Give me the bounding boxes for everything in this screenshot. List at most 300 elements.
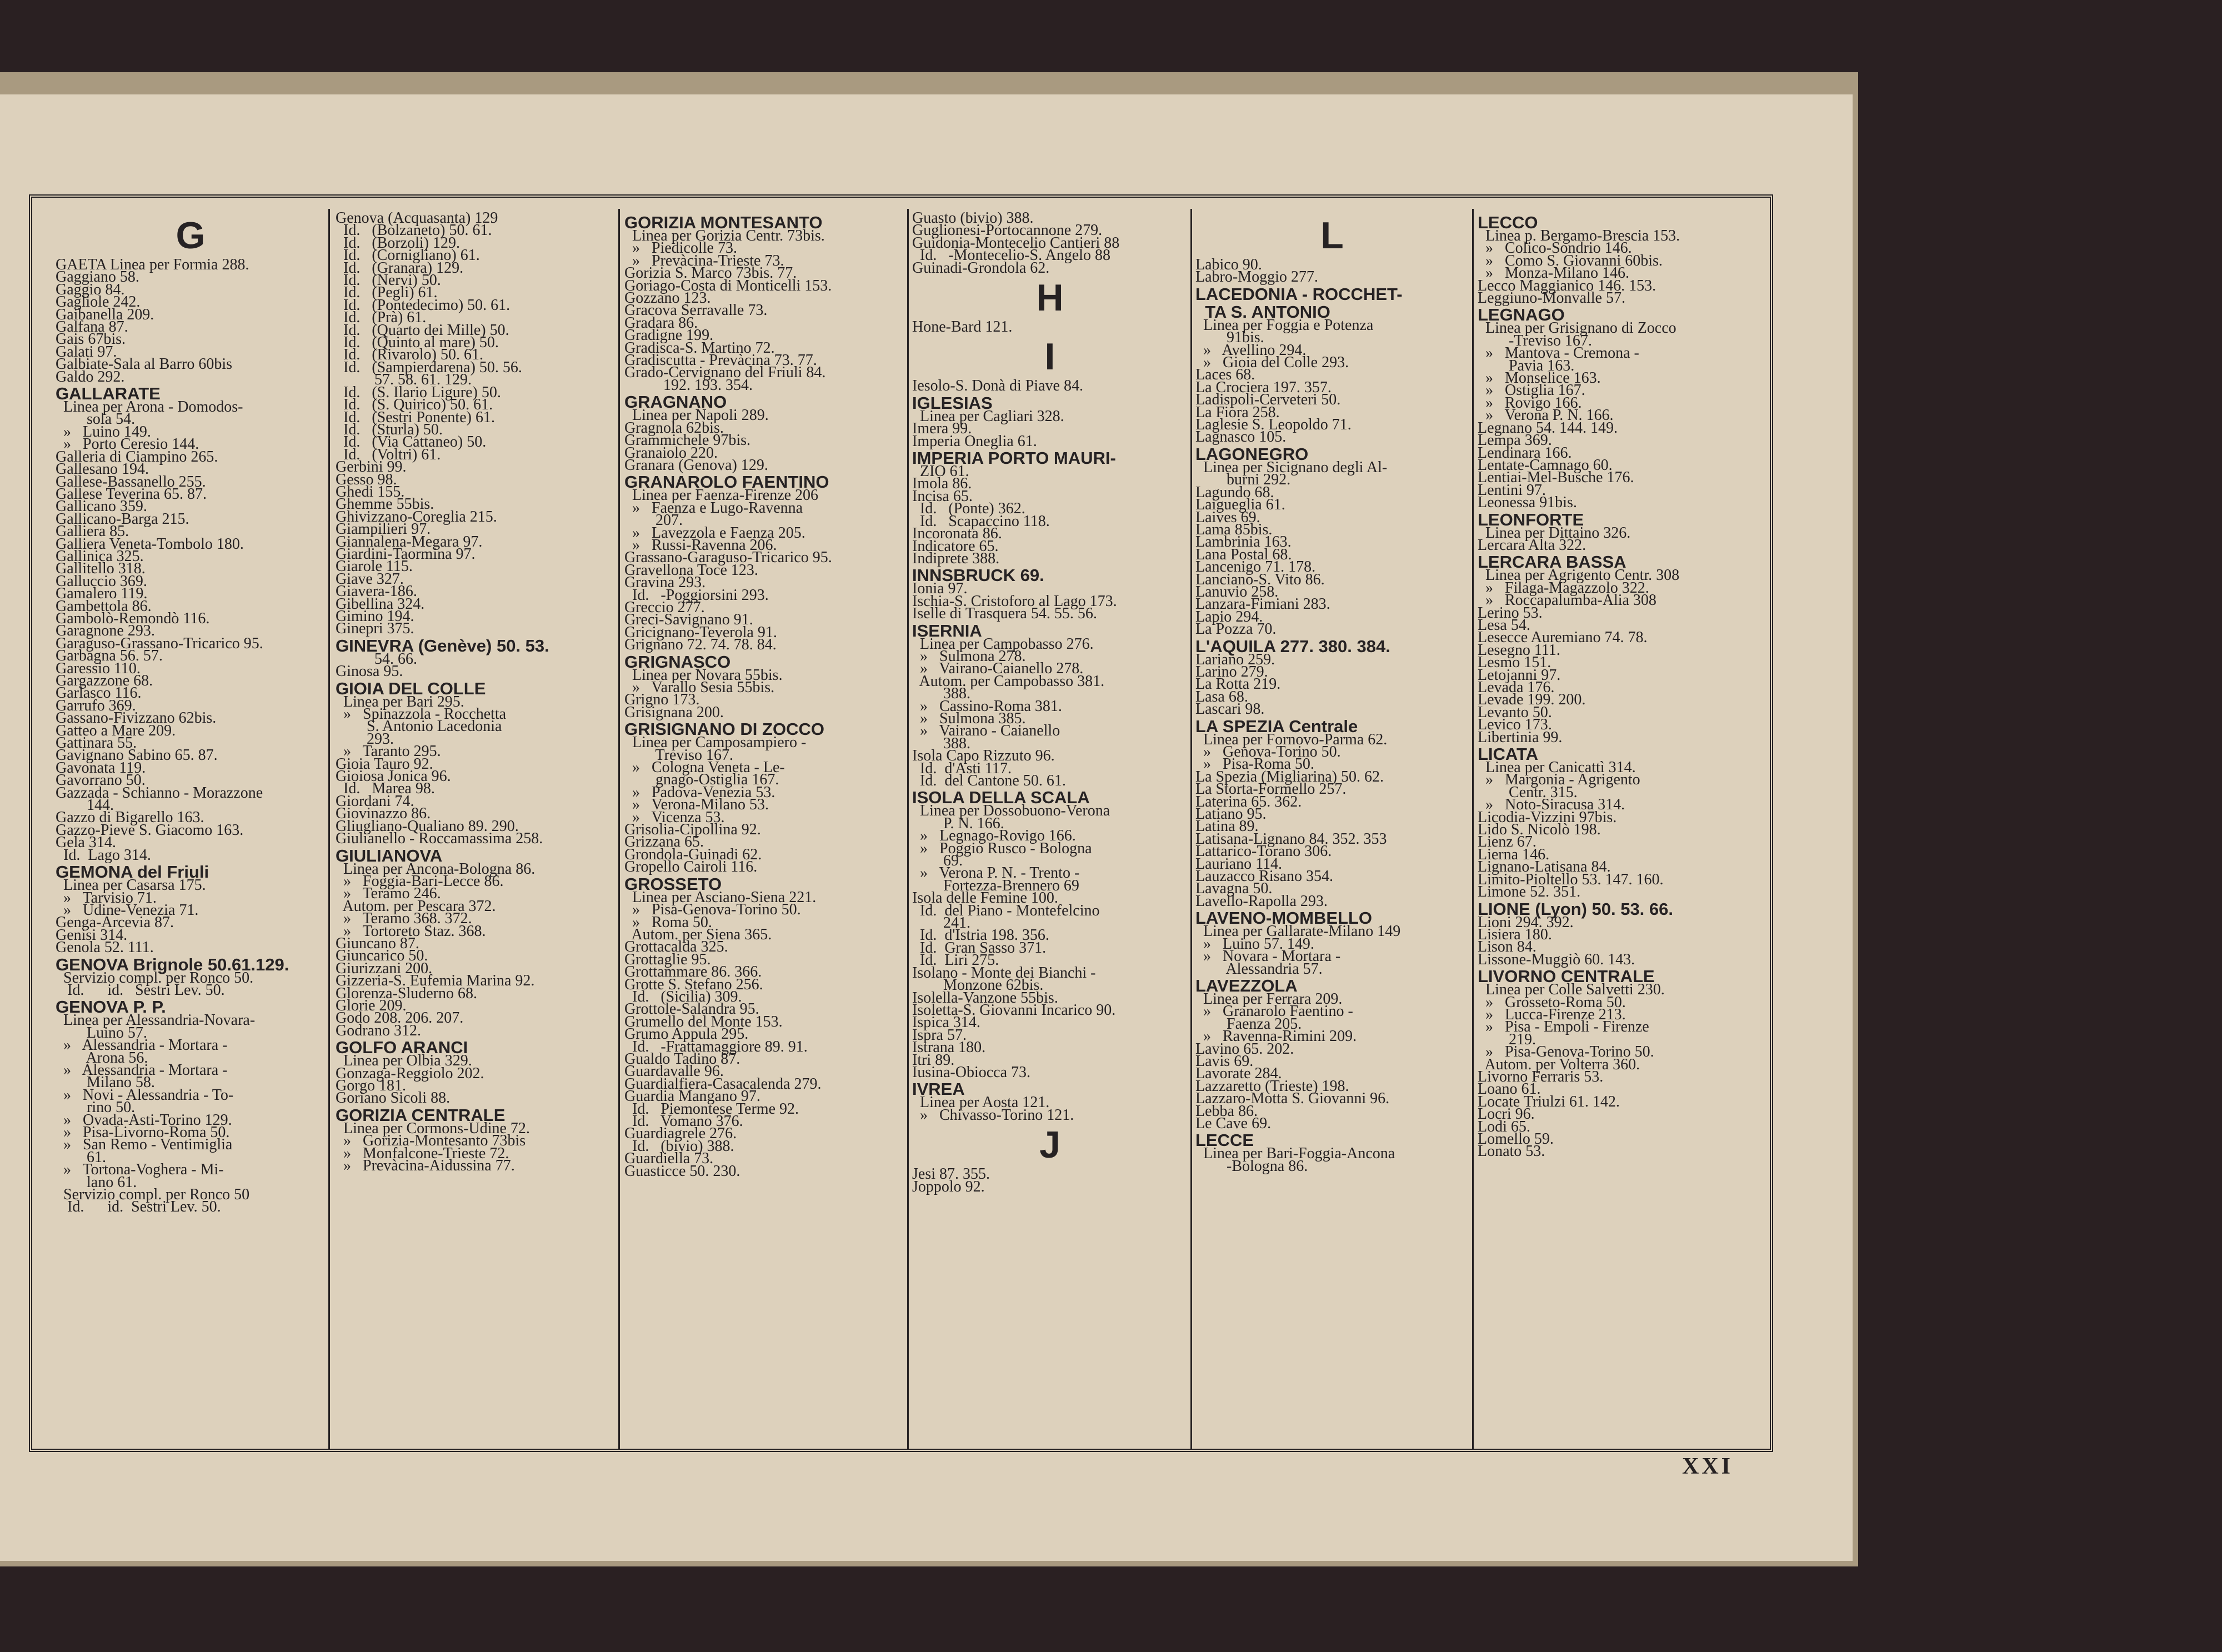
- index-entry: Giuncano 87.: [336, 934, 419, 952]
- station-heading: LAGONEGRO: [1195, 444, 1309, 464]
- index-entry: Guidonia-Montecelio Cantieri 88: [912, 234, 1120, 252]
- index-entry: Goriano Sicoli 88.: [336, 1089, 451, 1107]
- index-entry: Id. d'Asti 117.: [912, 759, 1012, 777]
- index-entry: Genova (Acquasanta) 129: [336, 212, 498, 227]
- index-entry: Lazzaretto (Trieste) 198.: [1195, 1077, 1349, 1095]
- index-entry: Gallese Teverina 65. 87.: [56, 485, 207, 503]
- index-entry: 91bis.: [1195, 329, 1264, 347]
- index-entry: Linea per Bari 295.: [336, 693, 464, 710]
- index-entry: Livorno Ferraris 53.: [1478, 1068, 1604, 1085]
- index-entry: Id. (Ponte) 362.: [912, 500, 1025, 518]
- index-entry: » Grosseto-Roma 50.: [1478, 993, 1626, 1011]
- index-entry: Goriago-Costa di Monticelli 153.: [624, 277, 832, 294]
- index-entry: Id. (Cornigliano) 61.: [336, 247, 480, 264]
- index-entry: » Taranto 295.: [336, 743, 441, 760]
- index-entry: Genisi 314.: [56, 926, 128, 944]
- index-entry: 207.: [624, 512, 683, 529]
- index-entry: » Margonia - Agrigento: [1478, 771, 1640, 789]
- index-entry: Isola delle Femine 100.: [912, 889, 1058, 907]
- index-entry: » San Remo - Ventimiglia: [56, 1136, 233, 1154]
- index-entry: La Crociera 197. 357.: [1195, 378, 1332, 396]
- index-entry: Gerbini 99.: [336, 458, 407, 476]
- index-entry: Guinadi-Grondola 62.: [912, 259, 1050, 277]
- index-entry: Id. (Sestri Ponente) 61.: [336, 408, 495, 426]
- index-entry: Gallinica 325.: [56, 547, 144, 565]
- index-entry: Garrufo 369.: [56, 697, 136, 714]
- index-entry: » Vicenza 53.: [624, 808, 725, 826]
- index-entry: Id. -Montecelio-S. Angelo 88: [912, 247, 1110, 264]
- index-entry: Lanciano-S. Vito 86.: [1195, 570, 1325, 588]
- index-entry: 241.: [912, 914, 970, 932]
- index-entry: Linea per Grisignano di Zocco: [1478, 319, 1676, 337]
- index-entry: » Udine-Venezia 71.: [56, 901, 199, 919]
- station-heading: GRANAROLO FAENTINO: [624, 472, 829, 492]
- index-entry: Giarole 115.: [336, 558, 413, 575]
- index-entry: Lesegno 111.: [1478, 641, 1560, 659]
- index-entry: » Pisa - Empoli - Firenze: [1478, 1018, 1649, 1036]
- index-entry: » Monfalcone-Trieste 72.: [336, 1144, 509, 1162]
- index-entry: Imera 99.: [912, 420, 972, 438]
- index-entry: Gracova Serravalle 73.: [624, 302, 768, 319]
- index-entry: Joppolo 92.: [912, 1178, 985, 1195]
- index-entry: lano 61.: [56, 1173, 137, 1191]
- index-entry: Guardialfiera-Casacalenda 279.: [624, 1075, 822, 1093]
- index-entry: Grizzana 65.: [624, 833, 704, 851]
- index-entry: La Rotta 219.: [1195, 675, 1281, 693]
- index-entry: Gallese-Bassanello 255.: [56, 473, 206, 490]
- index-entry: Linea per Fornovo-Parma 62.: [1195, 730, 1388, 748]
- index-entry: rino 50.: [56, 1099, 136, 1117]
- index-entry: Id. (Pegli) 61.: [336, 284, 438, 302]
- index-entry: Gagliole 242.: [56, 293, 141, 311]
- index-entry: Iesolo-S. Donà di Piave 84.: [912, 377, 1083, 395]
- index-entry: » Alessandria - Mortara -: [56, 1061, 228, 1079]
- index-entry: Id. Marea 98.: [336, 780, 435, 798]
- station-heading: GALLARATE: [56, 384, 161, 404]
- index-entry: Id. (Bolzaneto) 50. 61.: [336, 222, 492, 239]
- index-entry: Linea per Novara 55bis.: [624, 666, 783, 684]
- index-entry: Giulianello - Roccamassima 258.: [336, 830, 543, 848]
- index-entry: Id. -Poggiorsini 293.: [624, 586, 769, 604]
- section-letter: I: [1044, 336, 1055, 378]
- index-entry: Ispica 314.: [912, 1014, 980, 1032]
- index-entry: Servizio compl. per Ronco 50.: [56, 969, 254, 987]
- index-entry: Giuncarico 50.: [336, 947, 428, 965]
- index-entry: » Avellino 294.: [1195, 341, 1307, 359]
- index-entry: Guardia Mangano 97.: [624, 1088, 760, 1105]
- index-entry: Id. Lago 314.: [56, 846, 151, 864]
- index-entry: Indiprete 388.: [912, 549, 1000, 567]
- index-entry: Gazzo di Bigarello 163.: [56, 809, 204, 827]
- index-entry: Granara (Genova) 129.: [624, 456, 768, 474]
- index-entry: Genola 52. 111.: [56, 939, 154, 957]
- index-entry: Levanto 50.: [1478, 703, 1552, 721]
- index-entry: Loano 61.: [1478, 1080, 1541, 1098]
- index-entry: Id. Piemontese Terme 92.: [624, 1100, 799, 1118]
- index-entry: Gattinara 55.: [56, 734, 137, 752]
- index-entry: Glorie 209.: [336, 997, 407, 1014]
- index-entry: Ghedi 155.: [336, 483, 405, 500]
- index-entry: Luino 57.: [56, 1024, 147, 1042]
- index-entry: Gravina 293.: [624, 574, 706, 592]
- column-rule: [907, 209, 909, 1449]
- section-letter: J: [1039, 1124, 1060, 1167]
- index-entry: Autom. per Campobasso 381.: [912, 672, 1105, 690]
- index-entry: -Treviso 167.: [1478, 332, 1592, 349]
- index-entry: Galdo 292.: [56, 368, 125, 386]
- index-entry: Linea per Olbia 329.: [336, 1052, 472, 1070]
- index-entry: Gallicano-Barga 215.: [56, 510, 189, 528]
- index-entry: Galluccio 369.: [56, 572, 147, 590]
- index-entry: Galliera 85.: [56, 523, 129, 540]
- station-heading: IGLESIAS: [912, 393, 993, 413]
- index-entry: Greccio 277.: [624, 598, 705, 616]
- index-entry: » Noto-Siracusa 314.: [1478, 796, 1625, 814]
- index-entry: Lauzacco Risano 354.: [1195, 868, 1334, 885]
- index-entry: Garagnone 293.: [56, 622, 155, 640]
- index-entry: Giurizzani 200.: [336, 959, 433, 977]
- index-entry: Alessandria 57.: [1195, 960, 1323, 978]
- index-entry: Linea per Napoli 289.: [624, 407, 769, 424]
- index-entry: Legnano 54. 144. 149.: [1478, 419, 1618, 437]
- index-entry: Gamalero 119.: [56, 585, 148, 603]
- index-entry: Gallesano 194.: [56, 460, 149, 478]
- index-entry: Id. del Piano - Montefelcino: [912, 902, 1100, 919]
- index-entry: Gassano-Fivizzano 62bis.: [56, 709, 217, 727]
- index-entry: » Ovada-Asti-Torino 129.: [56, 1111, 232, 1129]
- index-entry: Grondola-Guinadi 62.: [624, 845, 762, 863]
- index-entry: Gatteo a Mare 209.: [56, 722, 176, 739]
- index-entry: Id. (Via Cattaneo) 50.: [336, 433, 487, 451]
- station-heading: LA SPEZIA Centrale: [1195, 716, 1358, 736]
- index-entry: Isoletta-S. Giovanni Incarico 90.: [912, 1001, 1116, 1019]
- index-entry: Lazzaro-Motta S. Giovanni 96.: [1195, 1090, 1390, 1108]
- index-entry: Lagundo 68.: [1195, 483, 1274, 501]
- station-heading: TA S. ANTONIO: [1195, 302, 1330, 322]
- station-heading: GINEVRA (Genève) 50. 53.: [336, 635, 549, 655]
- index-entry: » Varallo Sesia 55bis.: [624, 679, 775, 696]
- index-entry: Galliera Veneta-Tombolo 180.: [56, 535, 244, 553]
- index-entry: Id. (Quarto dei Mille) 50.: [336, 321, 509, 339]
- index-entry: » Pisa-Livorno-Roma 50.: [56, 1124, 230, 1141]
- station-heading: GENOVA P. P.: [56, 997, 166, 1017]
- station-heading: LIVORNO CENTRALE: [1478, 967, 1655, 987]
- index-entry: Istrana 180.: [912, 1039, 986, 1057]
- index-entry: Linea per Canicattì 314.: [1478, 759, 1636, 777]
- index-column-4: [912, 212, 1188, 1446]
- index-entry: Guasto (bivio) 388.: [912, 212, 1034, 227]
- index-entry: Gradisca-S. Martino 72.: [624, 339, 775, 357]
- index-entry: » Vairano - Caianello: [912, 722, 1060, 740]
- index-entry: GAETA Linea per Formia 288.: [56, 256, 249, 273]
- index-entry: » Cassino-Roma 381.: [912, 697, 1062, 715]
- index-entry: Godo 208. 206. 207.: [336, 1009, 464, 1027]
- index-entry: Letojanni 97.: [1478, 666, 1561, 684]
- index-entry: La Fiora 258.: [1195, 403, 1280, 421]
- station-heading: ISERNIA: [912, 620, 982, 640]
- index-entry: Gualdo Tadino 87.: [624, 1050, 740, 1068]
- index-entry: » Chivasso-Torino 121.: [912, 1106, 1074, 1124]
- index-entry: Grignano 72. 74. 78. 84.: [624, 636, 777, 654]
- index-entry: Ghivizzano-Coreglia 215.: [336, 508, 497, 525]
- index-entry: Gragnola 62bis.: [624, 419, 724, 437]
- index-entry: » Foggia-Bari-Lecce 86.: [336, 872, 504, 890]
- station-heading: GOLFO ARANCI: [336, 1038, 468, 1058]
- index-entry: Limito-Pioltello 53. 147. 160.: [1478, 870, 1664, 888]
- index-entry: Laglesie S. Leopoldo 71.: [1195, 416, 1352, 434]
- index-entry: Garaguso-Grassano-Tricarico 95.: [56, 634, 263, 652]
- index-entry: Gavignano Sabino 65. 87.: [56, 747, 218, 764]
- index-entry: Gavonata 119.: [56, 759, 146, 777]
- index-entry: » Mantova - Cremona -: [1478, 344, 1639, 362]
- index-entry: Lentiai-Mel-Busche 176.: [1478, 469, 1634, 487]
- index-entry: Giovinazzo 86.: [336, 805, 431, 823]
- index-entry: Linea per Alessandria-Novara-: [56, 1012, 256, 1029]
- index-entry: Laterina 65. 362.: [1195, 793, 1302, 810]
- index-entry: Lanuvio 258.: [1195, 583, 1279, 600]
- index-entry: Gais 67bis.: [56, 331, 126, 348]
- index-entry: Lavis 69.: [1195, 1052, 1254, 1070]
- index-entry: Gradigne 199.: [624, 327, 714, 344]
- index-entry: Isolano - Monte dei Bianchi -: [912, 964, 1096, 982]
- index-entry: Grammichele 97bis.: [624, 432, 751, 449]
- index-entry: Id. Vomano 376.: [624, 1113, 743, 1130]
- index-entry: Gioiosa Jonica 96.: [336, 768, 451, 785]
- index-entry: Lesmo 151.: [1478, 654, 1552, 672]
- index-entry: Id. id. Sestri Lev. 50.: [56, 1198, 221, 1216]
- index-entry: Genga-Arcevia 87.: [56, 914, 174, 932]
- index-entry: Linea p. Bergamo-Brescia 153.: [1478, 227, 1680, 244]
- index-entry: » Luino 149.: [56, 423, 151, 440]
- index-entry: Milano 58.: [56, 1074, 155, 1092]
- index-entry: Guardavalle 96.: [624, 1063, 724, 1080]
- index-entry: » Monza-Milano 146.: [1478, 264, 1629, 282]
- station-heading: GRIGNASCO: [624, 652, 731, 672]
- station-heading: LECCE: [1195, 1130, 1254, 1150]
- index-entry: » Lavezzola e Faenza 205.: [624, 524, 805, 542]
- index-entry: Libertinia 99.: [1478, 728, 1563, 746]
- column-rule: [618, 209, 620, 1449]
- index-entry: La Storta-Formello 257.: [1195, 780, 1347, 798]
- index-entry: Lignano-Latisana 84.: [1478, 858, 1611, 876]
- index-entry: Grottacalda 325.: [624, 938, 728, 956]
- index-entry: Lisiera 180.: [1478, 925, 1552, 943]
- index-entry: Giavera-186.: [336, 583, 417, 600]
- index-entry: » Piedicolle 73.: [624, 239, 737, 257]
- index-entry: Galfana 87.: [56, 318, 128, 336]
- index-entry: 388.: [912, 734, 970, 752]
- index-entry: Ginepri 375.: [336, 620, 414, 638]
- index-entry: Garlasco 116.: [56, 684, 142, 702]
- index-entry: Linea per Cagliari 328.: [912, 407, 1064, 425]
- index-entry: Lienz 67.: [1478, 833, 1537, 851]
- index-entry: Linea per Gorizia Centr. 73bis.: [624, 227, 825, 244]
- index-entry: Lecco Maggianico 146. 153.: [1478, 277, 1657, 294]
- index-entry: Gizzeria-S. Eufemia Marina 92.: [336, 972, 535, 990]
- index-entry: La Spezia (Migliarina) 50. 62.: [1195, 768, 1384, 785]
- index-entry: Id. id. Sestri Lev. 50.: [56, 981, 225, 999]
- index-entry: Gargazzone 68.: [56, 672, 153, 689]
- index-column-6: [1478, 212, 1766, 1446]
- index-entry: Latina 89.: [1195, 818, 1259, 835]
- index-entry: Gavorrano 50.: [56, 772, 146, 789]
- index-entry: » Ravenna-Rimini 209.: [1195, 1028, 1357, 1045]
- index-entry: Linea per Gallarate-Milano 149: [1195, 923, 1401, 940]
- index-entry: Iselle di Trasquera 54. 55. 56.: [912, 605, 1097, 623]
- index-entry: Linea per Campobasso 276.: [912, 635, 1094, 653]
- index-entry: Id. (S. Ilario Ligure) 50.: [336, 383, 501, 401]
- index-entry: Gaggio 84.: [56, 281, 125, 298]
- index-entry: » Novi - Alessandria - To-: [56, 1086, 234, 1104]
- index-entry: » Lucca-Firenze 213.: [1478, 1005, 1626, 1023]
- index-entry: » Novara - Mortara -: [1195, 948, 1341, 965]
- station-heading: IMPERIA PORTO MAURI-: [912, 448, 1116, 468]
- station-heading: INNSBRUCK 69.: [912, 565, 1044, 585]
- index-entry: Monzone 62bis.: [912, 977, 1044, 994]
- index-entry: » Verona P. N. - Trento -: [912, 864, 1080, 882]
- index-entry: Locate Triulzi 61. 142.: [1478, 1093, 1620, 1110]
- index-entry: Lariano 259.: [1195, 650, 1275, 668]
- index-entry: Grumello del Monte 153.: [624, 1013, 783, 1030]
- index-entry: » Alessandria - Mortara -: [56, 1037, 228, 1054]
- index-entry: Id. (Sampierdarena) 50. 56.: [336, 358, 522, 376]
- station-heading: GORIZIA MONTESANTO: [624, 213, 823, 232]
- index-entry: Giordani 74.: [336, 792, 414, 810]
- index-entry: » Rovigo 166.: [1478, 394, 1582, 412]
- index-entry: Id. (Voltri) 61.: [336, 445, 441, 463]
- index-entry: S. Antonio Lacedonia: [336, 718, 502, 735]
- index-entry: Id. (Prà) 61.: [336, 309, 427, 327]
- station-heading: LERCARA BASSA: [1478, 552, 1627, 572]
- index-entry: » Sulmona 278.: [912, 647, 1026, 665]
- index-entry: Linea per Faenza-Firenze 206: [624, 487, 819, 504]
- section-letter: H: [1036, 277, 1064, 319]
- station-heading: ISOLA DELLA SCALA: [912, 788, 1090, 808]
- index-entry: 54. 66.: [336, 650, 417, 668]
- index-entry: Labro-Moggio 277.: [1195, 268, 1318, 286]
- index-entry: Glorenza-Sluderno 68.: [336, 984, 478, 1002]
- column-rule: [1472, 209, 1474, 1449]
- index-entry: Ischia-S. Cristoforo al Lago 173.: [912, 592, 1117, 610]
- station-heading: LACEDONIA - ROCCHET-: [1195, 284, 1403, 304]
- index-entry: Giampilieri 97.: [336, 520, 431, 538]
- index-entry: Lambrinia 163.: [1195, 533, 1292, 551]
- index-entry: Latiano 95.: [1195, 805, 1267, 823]
- index-entry: » Verona-Milano 53.: [624, 796, 769, 814]
- index-entry: Ladispoli-Cerveteri 50.: [1195, 391, 1341, 409]
- index-entry: Lonato 53.: [1478, 1143, 1545, 1160]
- index-entry: Laigueglia 61.: [1195, 496, 1285, 514]
- index-entry: » Porto Ceresio 144.: [56, 435, 199, 453]
- index-entry: Grottole-Salandra 95.: [624, 1000, 759, 1018]
- index-entry: » Como S. Giovanni 60bis.: [1478, 252, 1663, 269]
- index-entry: Leggiuno-Monvalle 57.: [1478, 289, 1625, 307]
- section-letter: L: [1320, 214, 1344, 257]
- index-entry: » Prevàcina-Trieste 73.: [624, 252, 784, 269]
- station-heading: GRISIGNANO DI ZOCCO: [624, 719, 824, 739]
- index-entry: Gorizia S. Marco 73bis. 77.: [624, 264, 797, 282]
- index-entry: Gazzada - Schianno - Morazzone: [56, 784, 263, 802]
- index-entry: Gaibanella 209.: [56, 306, 154, 323]
- index-entry: » Monselice 163.: [1478, 369, 1601, 387]
- index-entry: P. N. 166.: [912, 814, 1004, 832]
- station-heading: LAVEZZOLA: [1195, 975, 1298, 995]
- index-entry: Faenza 205.: [1195, 1015, 1302, 1033]
- index-entry: Id. (Granara) 129.: [336, 259, 464, 277]
- index-entry: Id. (bivio) 388.: [624, 1137, 734, 1155]
- index-entry: Godrano 312.: [336, 1022, 421, 1039]
- index-entry: Id. (Sicilia) 309.: [624, 988, 742, 1005]
- index-entry: » Tortona-Voghera - Mi-: [56, 1161, 224, 1179]
- index-entry: Pavia 163.: [1478, 357, 1575, 374]
- station-heading: LEONFORTE: [1478, 509, 1584, 529]
- index-entry: Lavino 65. 202.: [1195, 1040, 1294, 1058]
- station-heading: LECCO: [1478, 213, 1538, 232]
- index-entry: Id. (Quinto al mare) 50.: [336, 334, 499, 352]
- index-entry: » Pisa-Genova-Torino 50.: [1478, 1043, 1654, 1061]
- index-entry: Lissone-Muggiò 60. 143.: [1478, 950, 1635, 968]
- index-entry: Arona 56.: [56, 1049, 148, 1067]
- index-entry: Grigno 173.: [624, 691, 700, 709]
- index-column-2: [336, 212, 615, 1446]
- index-entry: » Tortoreto Staz. 368.: [336, 922, 486, 940]
- index-entry: Locri 96.: [1478, 1105, 1535, 1123]
- index-entry: Linea per Aosta 121.: [912, 1094, 1050, 1112]
- index-entry: Gallicano 359.: [56, 498, 147, 515]
- index-entry: Gliugliano-Qualiano 89. 290.: [336, 817, 519, 835]
- station-heading: GENOVA Brignole 50.61.129.: [56, 954, 289, 974]
- index-entry: Imperia Oneglia 61.: [912, 432, 1037, 450]
- index-entry: Giave 327.: [336, 570, 404, 588]
- index-entry: Autom. per Siena 365.: [624, 925, 772, 943]
- index-entry: Lapio 294.: [1195, 608, 1263, 625]
- index-entry: burni 292.: [1195, 471, 1291, 489]
- index-entry: Ionia 97.: [912, 580, 968, 598]
- index-entry: » Gorizia-Montesanto 73bis: [336, 1132, 526, 1150]
- station-heading: GORIZIA CENTRALE: [336, 1105, 506, 1125]
- index-entry: » Ostiglia 167.: [1478, 382, 1585, 399]
- index-entry: Lierna 146.: [1478, 845, 1550, 863]
- index-entry: Linea per Dittaino 326.: [1478, 524, 1631, 542]
- index-entry: Linea per Ancona-Bologna 86.: [336, 860, 536, 878]
- station-heading: GEMONA del Friuli: [56, 862, 209, 882]
- index-entry: Lempa 369.: [1478, 432, 1552, 449]
- index-entry: Laives 69.: [1195, 508, 1260, 526]
- index-entry: Gradiscutta - Prevàcina 73. 77.: [624, 352, 817, 369]
- index-entry: Gambolò-Remondò 116.: [56, 609, 210, 627]
- index-entry: Guasticce 50. 230.: [624, 1162, 740, 1180]
- index-entry: » Teramo 368. 372.: [336, 910, 472, 928]
- index-entry: Levada 176.: [1478, 679, 1555, 696]
- index-entry: 219.: [1478, 1030, 1536, 1048]
- index-entry: Id. Gran Sasso 371.: [912, 939, 1047, 957]
- index-entry: 69.: [912, 852, 963, 870]
- index-entry: Gallitello 318.: [56, 560, 146, 578]
- index-entry: » Roma 50.: [624, 913, 712, 931]
- station-heading: GROSSETO: [624, 874, 722, 894]
- index-column-3: [624, 212, 904, 1446]
- index-entry: Gela 314.: [56, 834, 116, 852]
- index-entry: Lodi 65.: [1478, 1118, 1530, 1135]
- index-entry: Treviso 167.: [624, 746, 734, 764]
- index-entry: Lioni 294. 392.: [1478, 913, 1574, 931]
- index-entry: Grumo Appula 295.: [624, 1025, 749, 1043]
- index-column-1: [56, 212, 326, 1446]
- index-entry: Autom. per Pescara 372.: [336, 897, 496, 915]
- index-entry: Itri 89.: [912, 1051, 955, 1069]
- index-entry: Id. Liri 275.: [912, 952, 999, 969]
- index-entry: Guglionesi-Portocannone 279.: [912, 222, 1103, 239]
